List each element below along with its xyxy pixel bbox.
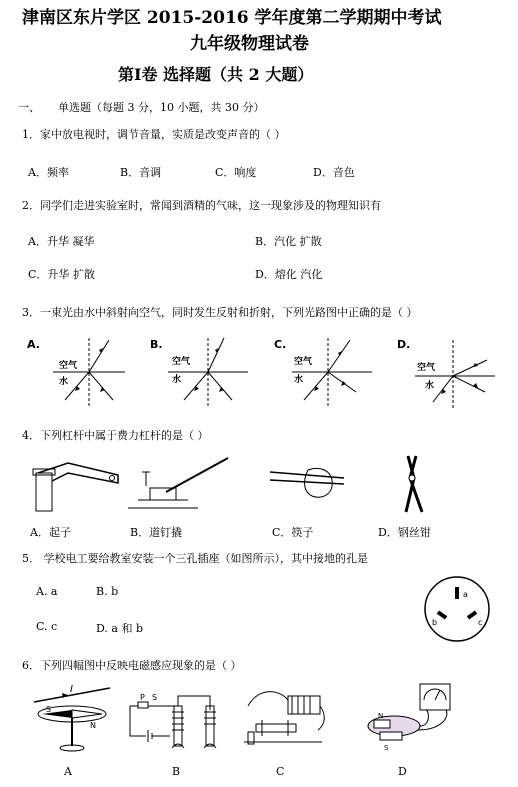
question-2-option-d[interactable]: D．熔化 汽化 xyxy=(255,268,323,281)
optics-figure-c[interactable] xyxy=(272,330,382,410)
figure-d-air-label: 空气 xyxy=(417,363,436,373)
oersted-figure-a[interactable] xyxy=(28,684,118,756)
figure-a-air-label: 空气 xyxy=(59,361,78,371)
section-title: 第Ⅰ卷 选择题（共 2 大题） xyxy=(118,65,314,84)
question-5-option-d[interactable]: D. a 和 b xyxy=(96,622,144,635)
figure-d-water-label: 水 xyxy=(425,381,435,391)
figure-a-n-label: N xyxy=(90,721,96,730)
part-heading: 单选题（每题 3 分，10 小题，共 30 分） xyxy=(58,101,265,114)
figure-b-s-label: S xyxy=(152,693,158,702)
question-5-option-c[interactable]: C. c xyxy=(36,620,58,633)
optics-figure-b[interactable] xyxy=(148,330,258,410)
question-1-option-a[interactable]: A．频率 xyxy=(28,166,69,179)
bottle-opener-figure[interactable] xyxy=(28,455,128,515)
question-1-option-d[interactable]: D．音色 xyxy=(313,166,355,179)
figure-b-letter: B. xyxy=(150,338,163,351)
question-5-option-a[interactable]: A. a xyxy=(36,585,58,598)
figure-a-water-label: 水 xyxy=(59,377,69,387)
question-1-option-b[interactable]: B．音调 xyxy=(120,166,162,179)
question-3-stem: 3．一束光由水中斜射向空气，同时发生反射和折射，下列光路图中正确的是（ ） xyxy=(22,306,418,319)
chopsticks-figure[interactable] xyxy=(268,460,348,510)
pliers-figure[interactable] xyxy=(382,452,442,516)
question-4-option-a[interactable]: A．起子 xyxy=(30,526,71,539)
electromagnet-figure-b[interactable] xyxy=(126,686,226,756)
exam-title-line1: 津南区东片学区 2015-2016 学年度第二学期期中考试 xyxy=(22,8,442,28)
socket-label-a: a xyxy=(463,590,468,599)
optics-figure-a[interactable] xyxy=(25,330,135,410)
question-6-stem: 6．下列四幅图中反映电磁感应现象的是（ ） xyxy=(22,659,242,672)
question-6-figure-a-letter[interactable]: A xyxy=(64,765,72,778)
figure-d-letter: D. xyxy=(397,338,411,351)
figure-b-p-label: P xyxy=(140,693,145,702)
figure-c-air-label: 空气 xyxy=(294,357,313,367)
figure-a-s-label: S xyxy=(46,705,52,714)
question-5-option-b[interactable]: B. b xyxy=(96,585,119,598)
socket-label-c: c xyxy=(478,618,483,627)
question-6-figure-d-letter[interactable]: D xyxy=(398,765,407,778)
three-hole-socket-figure[interactable] xyxy=(420,575,494,643)
question-6-figure-b-letter[interactable]: B xyxy=(172,765,181,778)
figure-c-water-label: 水 xyxy=(294,375,304,385)
question-4-option-c[interactable]: C．筷子 xyxy=(272,526,314,539)
question-1-stem: 1．家中放电视时，调节音量，实质是改变声音的（ ） xyxy=(22,128,286,141)
question-4-stem: 4．下列杠杆中属于费力杠杆的是（ ） xyxy=(22,429,209,442)
induction-figure-d[interactable] xyxy=(360,682,460,756)
figure-d-s-label: S xyxy=(384,744,389,752)
question-6-figure-c-letter[interactable]: C xyxy=(276,765,285,778)
question-4-option-d[interactable]: D．钢丝钳 xyxy=(378,526,431,539)
apparatus-figure-c[interactable] xyxy=(238,684,328,756)
question-1-option-c[interactable]: C．响度 xyxy=(215,166,257,179)
figure-d-n-label: N xyxy=(378,712,384,720)
figure-a-current-label: I xyxy=(70,684,73,695)
figure-b-water-label: 水 xyxy=(172,375,182,385)
spike-lever-figure[interactable] xyxy=(128,452,238,516)
question-2-stem: 2．同学们走进实验室时，常闻到酒精的气味，这一现象涉及的物理知识有 xyxy=(22,199,381,212)
optics-figure-d[interactable] xyxy=(395,330,505,410)
exam-title-line2: 九年级物理试卷 xyxy=(190,34,309,54)
question-2-option-a[interactable]: A．升华 凝华 xyxy=(28,235,95,248)
question-4-option-b[interactable]: B．道钉撬 xyxy=(130,526,183,539)
socket-label-b: b xyxy=(432,618,438,627)
question-2-option-c[interactable]: C．升华 扩散 xyxy=(28,268,95,281)
figure-a-letter: A. xyxy=(27,338,40,351)
figure-c-letter: C. xyxy=(274,338,287,351)
question-5-stem: 5． 学校电工要给教室安装一个三孔插座（如图所示），其中接地的孔是 xyxy=(22,552,368,565)
part-number: 一、 xyxy=(18,101,40,114)
question-2-option-b[interactable]: B．汽化 扩散 xyxy=(255,235,322,248)
figure-b-air-label: 空气 xyxy=(172,357,191,367)
